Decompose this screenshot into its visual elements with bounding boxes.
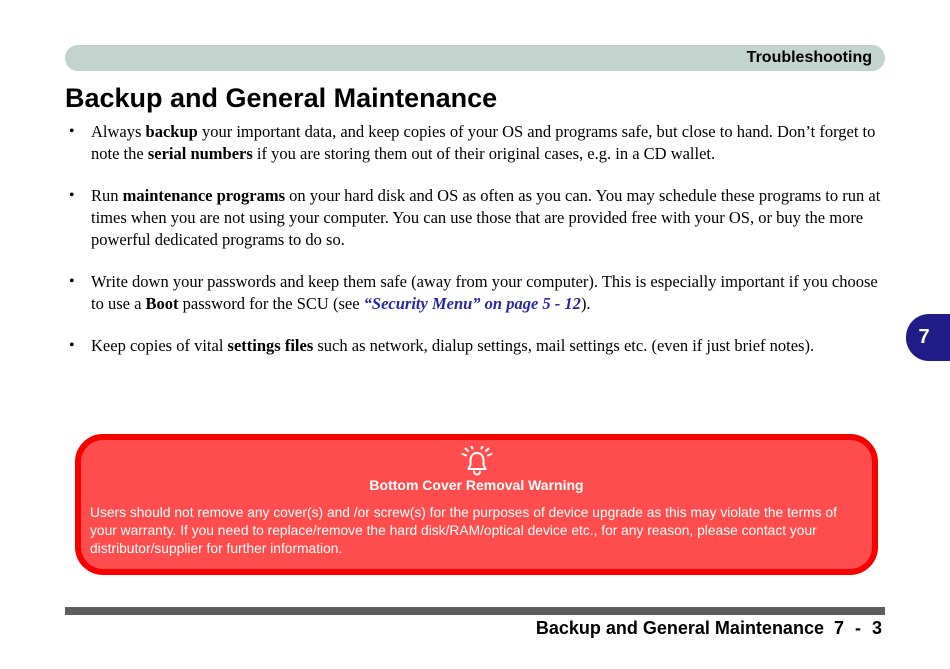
list-item	[65, 335, 883, 357]
text-run: Keep copies of vital	[91, 336, 228, 355]
alarm-bell-icon	[458, 446, 496, 476]
text-run-bold: maintenance programs	[122, 186, 286, 205]
footer-text	[65, 618, 885, 639]
warning-body: Users should not remove any cover(s) and /or screw(s) for the purposes of device upgrade as this may violate the terms of your warranty. If you need to replace/remove the hard disk/RAM/optical device etc., for any reason, please contact your distributor/supplier for further information.	[90, 505, 837, 556]
text-run: Always	[91, 122, 146, 141]
footer-rule	[65, 607, 885, 615]
text-run-bold: settings files	[227, 336, 314, 355]
footer-page-number: 7 - 3	[833, 618, 885, 638]
section-header-bar	[65, 45, 885, 71]
warning-title: Bottom Cover Removal Warning	[369, 477, 584, 493]
text-run-bold: Boot	[145, 294, 179, 313]
text-run-bold: serial numbers	[147, 144, 253, 163]
list-item	[65, 271, 883, 315]
footer-section-title: Backup and General Maintenance	[535, 618, 824, 638]
warning-box	[75, 434, 878, 575]
text-run: Write down your passwords and keep them safe (away from your computer). This is especially important if you choose to use a	[91, 272, 878, 313]
list-item	[65, 121, 883, 165]
chapter-number: 7	[918, 326, 930, 348]
text-run-bold: backup	[145, 122, 198, 141]
text-run: such as network, dialup settings, mail settings etc. (even if just brief notes).	[313, 336, 815, 355]
bullet-list	[65, 121, 883, 377]
text-run: if you are storing them out of their original cases, e.g. in a CD wallet.	[252, 144, 716, 163]
text-run: ).	[580, 294, 591, 313]
list-item	[65, 185, 883, 251]
text-run: Run	[91, 186, 123, 205]
page-title: Backup and General Maintenance	[65, 83, 498, 113]
security-menu-link[interactable]: “Security Menu” on page 5 - 12	[363, 294, 581, 313]
chapter-side-tab	[906, 314, 950, 361]
text-run: your important data, and keep copies of your OS and programs safe, but close to hand. Don’t forget to note the	[91, 122, 876, 163]
text-run: password for the SCU (see	[178, 294, 364, 313]
text-run: on your hard disk and OS as often as you can. You may schedule these programs to run at times when you are not using your computer. You can use those that are provided free with your OS, or buy the more powerful dedicated programs to do so.	[91, 186, 881, 249]
section-header-label: Troubleshooting	[746, 49, 872, 66]
